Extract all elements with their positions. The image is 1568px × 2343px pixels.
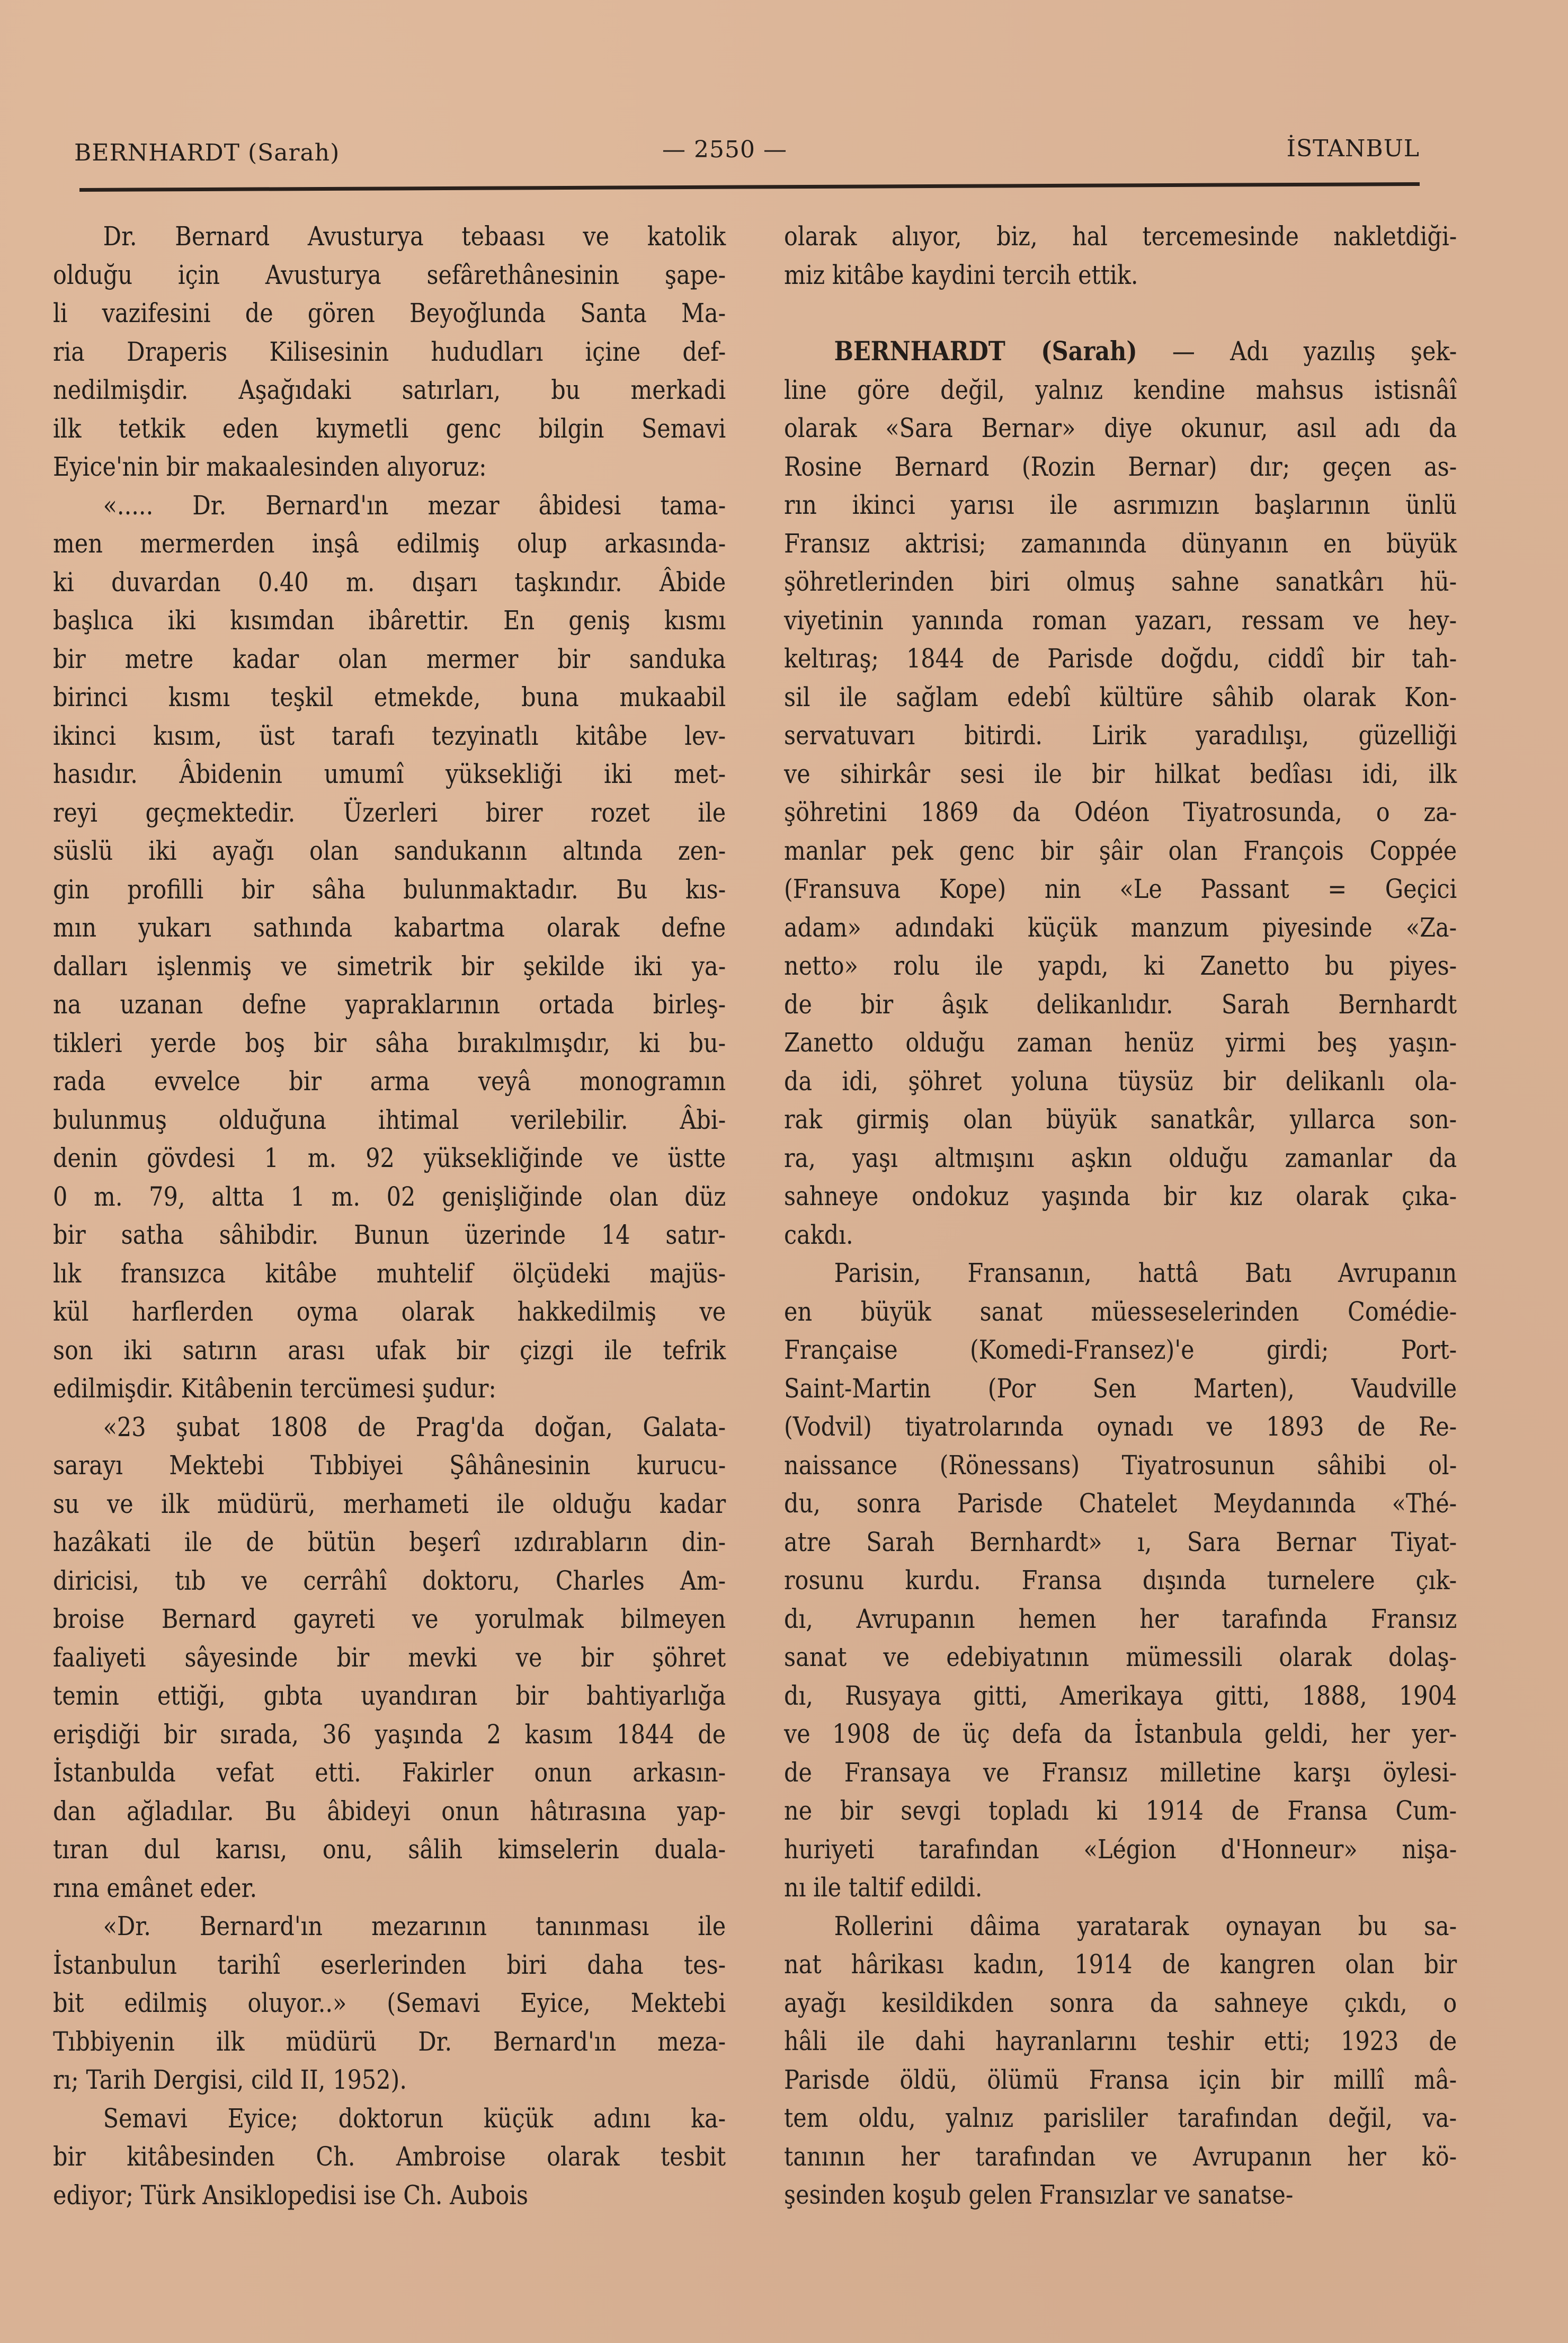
text-line: keltıraş; 1844 de Parisde doğdu, ciddî bir tah-	[784, 643, 1457, 674]
paragraph	[784, 371, 1457, 1254]
text-line: «..... Dr. Bernard'ın mezar âbidesi tama-	[103, 489, 726, 521]
text-line: Rosine Bernard (Rozin Bernar) dır; geçen as-	[784, 451, 1457, 482]
text-line: nedilmişdir. Aşağıdaki satırları, bu merkadi	[53, 375, 726, 405]
text-line: miz kitâbe kaydini tercih ettik.	[784, 259, 1138, 290]
text-line: Saint-Martin (Por Sen Marten), Vaudville	[784, 1373, 1457, 1404]
right-column	[784, 217, 1457, 2214]
text-line: li vazifesini de gören Beyoğlunda Santa Ma-	[53, 298, 726, 328]
text-line: line göre değil, yalnız kendine mahsus istisnâî	[784, 374, 1457, 405]
entry-body	[784, 371, 1457, 2214]
left-column	[53, 217, 726, 2214]
text-line: ra, yaşı altmışını aşkın olduğu zamanlar da	[784, 1142, 1457, 1173]
text-line: bir metre kadar olan mermer bir sanduka	[53, 643, 726, 674]
text-line: de bir âşık delikanlıdır. Sarah Bernhardt	[784, 988, 1457, 1020]
text-line: rın ikinci yarısı ile asrımızın başlarının ünlü	[784, 489, 1457, 520]
text-line: «23 şubat 1808 de Prag'da doğan, Galata-	[103, 1411, 726, 1442]
text-line: Fransız aktrisi; zamanında dünyanın en büyük	[784, 528, 1457, 559]
text-line: Zanetto olduğu zaman henüz yirmi beş yaşın-	[784, 1027, 1457, 1058]
text-line: Parisin, Fransanın, hattâ Batı Avrupanın	[834, 1258, 1457, 1288]
text-line: huriyeti tarafından «Légion d'Honneur» nişa-	[784, 1833, 1457, 1865]
text-line: erişdiği bir sırada, 36 yaşında 2 kasım 1844 de	[53, 1718, 726, 1750]
text-line: dı, Avrupanın hemen her tarafında Fransız	[784, 1603, 1457, 1634]
entry-heading-rest: — Adı yazılış şek-	[1137, 336, 1457, 367]
text-line: broise Bernard gayreti ve yorulmak bilmeyen	[53, 1603, 726, 1634]
text-line: olarak «Sara Bernar» diye okunur, asıl adı da	[784, 413, 1457, 443]
text-line: bulunmuş olduğuna ihtimal verilebilir. Âbi-	[53, 1104, 726, 1135]
text-line: temin ettiği, gıbta uyandıran bir bahtiyarlığa	[53, 1680, 726, 1711]
text-line: ki duvardan 0.40 m. dışarı taşkındır. Âbide	[53, 566, 726, 598]
text-line: ve sihirkâr sesi ile bir hilkat bedîası idi, ilk	[784, 758, 1457, 789]
text-line: dan ağladılar. Bu âbideyi onun hâtırasına yap-	[53, 1795, 726, 1827]
paragraph	[784, 1907, 1457, 2214]
running-header	[74, 135, 1420, 167]
text-line: reyi geçmektedir. Üzerleri birer rozet ile	[53, 797, 726, 828]
text-line: rak girmiş olan büyük sanatkâr, yıllarca son-	[784, 1104, 1457, 1135]
text-line: hâli ile dahi hayranlarını teshir etti; 1923 de	[784, 2026, 1457, 2056]
entry-title: BERNHARDT (Sarah)	[834, 335, 1137, 367]
header-rule	[79, 182, 1420, 192]
text-line: (Vodvil) tiyatrolarında oynadı ve 1893 de Re-	[784, 1411, 1457, 1442]
text-line: faaliyeti sâyesinde bir mevki ve bir şöhret	[53, 1642, 726, 1673]
paragraph	[53, 486, 726, 1408]
text-line: Française (Komedi-Fransez)'e girdi; Port-	[784, 1334, 1457, 1365]
paragraph	[53, 1907, 726, 2099]
text-line: Rollerini dâima yaratarak oynayan bu sa-	[834, 1910, 1457, 1941]
text-line: İstanbulda vefat etti. Fakirler onun arkasın-	[53, 1757, 726, 1788]
paragraph	[53, 2099, 726, 2215]
text-line: Semavi Eyice; doktorun küçük adını ka-	[103, 2103, 726, 2134]
text-line: cakdı.	[784, 1219, 853, 1250]
text-line: de Fransaya ve Fransız milletine karşı öylesi-	[784, 1757, 1457, 1788]
text-line: 0 m. 79, altta 1 m. 02 genişliğinde olan düz	[53, 1181, 726, 1212]
text-line: mın yukarı sathında kabartma olarak defne	[53, 912, 726, 943]
text-line: su ve ilk müdürü, merhameti ile olduğu kadar	[53, 1488, 726, 1519]
text-line: ria Draperis Kilisesinin hududları içine def-	[53, 336, 726, 367]
text-line: denin gövdesi 1 m. 92 yüksekliğinde ve üstte	[53, 1143, 726, 1173]
text-line: «Dr. Bernard'ın mezarının tanınması ile	[103, 1911, 726, 1941]
text-line: rosunu kurdu. Fransa dışında turnelere çık-	[784, 1565, 1457, 1596]
text-line: bir satha sâhibdir. Bunun üzerinde 14 satır-	[53, 1219, 726, 1250]
text-line: tanının her tarafından ve Avrupanın her kö-	[784, 2141, 1457, 2172]
continuation-text	[784, 217, 1457, 294]
text-line: Tıbbiyenin ilk müdürü Dr. Bernard'ın meza-	[53, 2026, 726, 2057]
text-line: adam» adındaki küçük manzum piyesinde «Za-	[784, 912, 1457, 943]
text-line: dı, Rusyaya gitti, Amerikaya gitti, 1888, 1904	[784, 1680, 1457, 1711]
text-line: ne bir sevgi topladı ki 1914 de Fransa Cum-	[784, 1795, 1457, 1826]
text-line: ayağı kesildikden sonra da sahneye çıkdı, o	[784, 1987, 1457, 2018]
text-line: ediyor; Türk Ansiklopedisi ise Ch. Aubois	[53, 2179, 529, 2211]
text-line: ikinci kısım, üst tarafı tezyinatlı kitâbe lev-	[53, 720, 726, 751]
text-line: men mermerden inşâ edilmiş olup arkasında-	[53, 528, 726, 559]
text-line: rına emânet eder.	[53, 1872, 257, 1903]
text-line: sarayı Mektebi Tıbbiyei Şâhânesinin kurucu-	[53, 1450, 726, 1481]
header-entry-name: BERNHARDT (Sarah)	[74, 139, 340, 166]
text-line: ve 1908 de üç defa da İstanbula geldi, her yer-	[784, 1718, 1457, 1749]
text-line: bit edilmiş oluyor..» (Semavi Eyice, Mektebi	[53, 1988, 726, 2018]
text-line: ilk tetkik eden kıymetli genc bilgin Semavi	[53, 413, 726, 444]
text-line: olduğu için Avusturya sefârethânesinin şape-	[53, 259, 726, 290]
text-line: rı; Tarih Dergisi, cild II, 1952).	[53, 2064, 407, 2095]
text-line: en büyük sanat müesseselerinden Comédie-	[784, 1296, 1457, 1327]
text-line: olarak alıyor, biz, hal tercemesinde nakletdiği-	[784, 221, 1457, 252]
text-line: birinci kısmı teşkil etmekde, buna mukaabil	[53, 682, 726, 712]
text-line: sahneye ondokuz yaşında bir kız olarak çıka-	[784, 1181, 1457, 1211]
text-line: başlıca iki kısımdan ibârettir. En geniş kısmı	[53, 605, 726, 636]
text-line: sanat ve edebiyatının mümessili olarak dolaş-	[784, 1642, 1457, 1672]
text-line: tikleri yerde boş bir sâha bırakılmışdır, ki bu-	[53, 1027, 726, 1058]
text-line: nı ile taltif edildi.	[784, 1872, 983, 1903]
entry-heading-line	[784, 332, 1457, 371]
text-line: diricisi, tıb ve cerrâhî doktoru, Charles Am-	[53, 1565, 726, 1596]
text-line: nat hârikası kadın, 1914 de kangren olan bir	[784, 1949, 1457, 1980]
text-line: bir kitâbesinden Ch. Ambroise olarak tesbit	[53, 2141, 726, 2172]
text-line: sil ile sağlam edebî kültüre sâhib olarak Kon-	[784, 681, 1457, 712]
text-line: süslü iki ayağı olan sandukanın altında zen-	[53, 835, 726, 866]
page-number: — 2550 —	[662, 136, 787, 163]
text-line: atre Sarah Bernhardt» ı, Sara Bernar Tiyat-	[784, 1526, 1457, 1557]
text-line: kül harflerden oyma olarak hakkedilmiş ve	[53, 1296, 726, 1327]
text-line: servatuvarı bitirdi. Lirik yaradılışı, güzelliği	[784, 720, 1457, 751]
paragraph	[53, 1408, 726, 1908]
text-line: tıran dul karısı, onu, sâlih kimselerin duala-	[53, 1834, 726, 1865]
text-line: hasıdır. Âbidenin umumî yüksekliği iki met-	[53, 759, 726, 789]
text-line: dalları işlenmiş ve simetrik bir şekilde iki ya-	[53, 950, 726, 982]
text-line: naissance (Rönessans) Tiyatrosunun sâhibi ol-	[784, 1449, 1457, 1481]
paragraph	[784, 1254, 1457, 1907]
text-line: son iki satırın arası ufak bir çizgi ile tefrik	[53, 1334, 726, 1366]
entry-gap	[784, 294, 1457, 332]
text-line: lık fransızca kitâbe muhtelif ölçüdeki majüs-	[53, 1258, 726, 1289]
text-line: (Fransuva Kope) nin «Le Passant = Geçici	[784, 874, 1457, 904]
text-line: Dr. Bernard Avusturya tebaası ve katolik	[103, 221, 726, 252]
text-line: viyetinin yanında roman yazarı, ressam ve hey-	[784, 604, 1457, 636]
text-line: Eyice'nin bir makaalesinden alıyoruz:	[53, 451, 487, 482]
header-volume-title: İSTANBUL	[1286, 135, 1420, 162]
text-line: şöhretini 1869 da Odéon Tiyatrosunda, o za-	[784, 797, 1457, 827]
text-line: manlar pek genc bir şâir olan François Coppée	[784, 835, 1457, 866]
text-line: da idi, şöhret yoluna tüysüz bir delikanlı ola-	[784, 1065, 1457, 1097]
text-line: edilmişdir. Kitâbenin tercümesi şudur:	[53, 1373, 496, 1404]
text-line: du, sonra Parisde Chatelet Meydanında «Thé-	[784, 1488, 1457, 1519]
text-line: Parisde öldü, ölümü Fransa için bir millî mâ-	[784, 2064, 1457, 2095]
text-line: na uzanan defne yapraklarının ortada birleş-	[53, 989, 726, 1020]
text-line: tem oldu, yalnız parisliler tarafından değil, va-	[784, 2103, 1457, 2133]
text-line: rada evvelce bir arma veyâ monogramın	[53, 1066, 726, 1097]
text-line: şesinden koşub gelen Fransızlar ve sanatse-	[784, 2179, 1294, 2210]
text-line: netto» rolu ile yapdı, ki Zanetto bu piyes-	[784, 950, 1457, 981]
text-line: gin profilli bir sâha bulunmaktadır. Bu kıs-	[53, 874, 726, 905]
text-line: hazâkati ile de bütün beşerî ızdırabların din-	[53, 1527, 726, 1557]
text-line: İstanbulun tarihî eserlerinden biri daha tes-	[53, 1949, 726, 1980]
text-line: şöhretlerinden biri olmuş sahne sanatkârı hü-	[784, 566, 1457, 597]
paragraph	[53, 217, 726, 486]
